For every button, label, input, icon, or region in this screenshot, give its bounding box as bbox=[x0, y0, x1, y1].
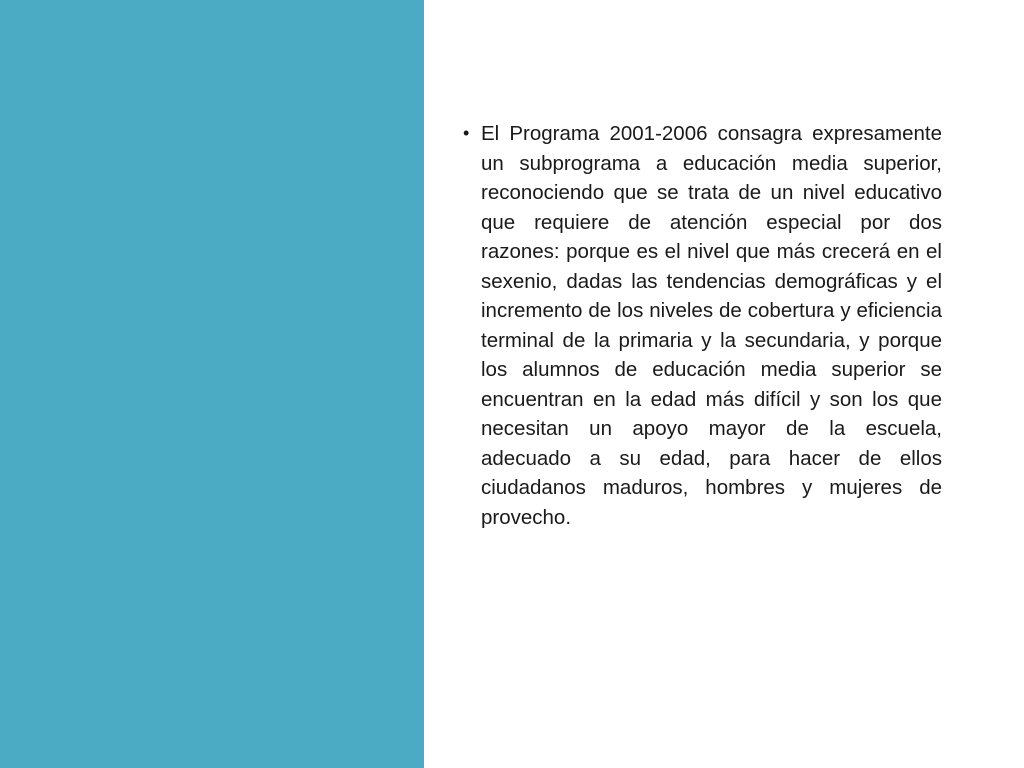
side-color-panel bbox=[0, 0, 424, 768]
bullet-paragraph: El Programa 2001-2006 consagra expresamente un subprograma a educación media superior, reconociendo que se trata de un nivel educativo que requiere de atención especial por dos razones: porque es el nivel que más crecerá en el sexenio, dadas las tendencias demográficas y el incremento de los niveles de cobertura y eficiencia terminal de la primaria y la secundaria, y porque los alumnos de educación media superior se encuentran en la edad más difícil y son los que necesitan un apoyo mayor de la escuela, adecuado a su edad, para hacer de ellos ciudadanos maduros, hombres y mujeres de provecho. bbox=[481, 122, 942, 529]
bullet-icon: • bbox=[463, 123, 470, 143]
text-body bbox=[463, 119, 942, 532]
